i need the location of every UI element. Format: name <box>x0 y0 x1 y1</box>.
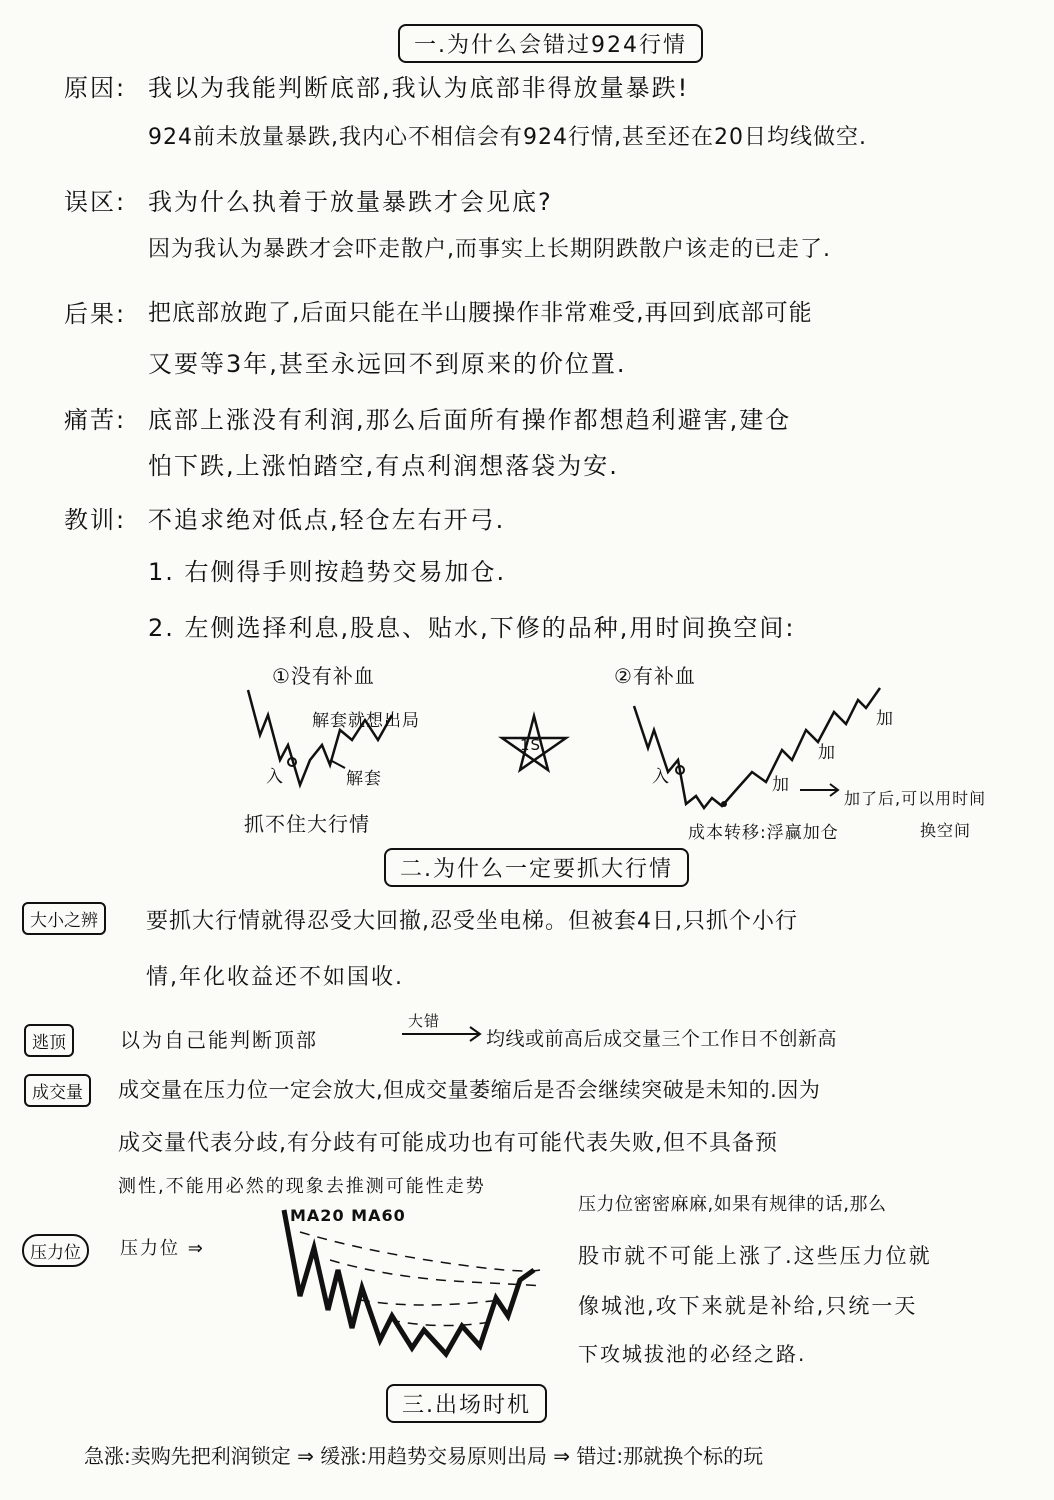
volume-line2: 成交量代表分歧,有分歧有可能成功也有可能代表失败,但不具备预 <box>118 1131 778 1156</box>
pain-line2: 怕下跌,上涨怕踏空,有点利润想落袋为安. <box>148 452 619 480</box>
size-line1: 要抓大行情就得忍受大回撤,忍受坐电梯。但被套4日,只抓个小行 <box>146 909 798 934</box>
reason-line1: 我以为我能判断底部,我认为底部非得放量暴跌! <box>148 74 690 102</box>
tag-volume: 成交量 <box>24 1074 91 1107</box>
pressure-label: 压力位 ⇒ <box>120 1238 205 1259</box>
section1-title: 一.为什么会错过924行情 <box>398 24 703 63</box>
left-diagram-title: ①没有补血 <box>272 664 375 688</box>
pressure-line2: 股市就不可能上涨了.这些压力位就 <box>578 1244 932 1268</box>
right-caption: 成本转移:浮赢加仓 <box>688 823 839 843</box>
ma-label: MA20 MA60 <box>290 1206 406 1225</box>
consequence-line1: 把底部放跑了,后面只能在半山腰操作非常难受,再回到底部可能 <box>148 300 813 326</box>
pain-label: 痛苦: <box>64 406 127 434</box>
pressure-line1: 压力位密密麻麻,如果有规律的话,那么 <box>578 1194 887 1215</box>
volume-line1: 成交量在压力位一定会放大,但成交量萎缩后是否会继续突破是未知的.因为 <box>118 1078 821 1102</box>
consequence-line2: 又要等3年,甚至永远回不到原来的价位置. <box>148 350 627 378</box>
size-line2: 情,年化收益还不如国收. <box>146 965 404 990</box>
lesson-line1: 不追求绝对低点,轻仓左右开弓. <box>148 506 506 534</box>
left-caption: 抓不住大行情 <box>244 812 370 836</box>
left-entry-label: 入 <box>266 767 284 787</box>
right-diagram-title: ②有补血 <box>614 664 696 688</box>
right-add-label-1: 加 <box>772 775 790 795</box>
consequence-label: 后果: <box>64 300 127 328</box>
mistake-line2: 因为我认为暴跌才会吓走散户,而事实上长期阴跌散户该走的已走了. <box>148 237 831 262</box>
right-entry-label: 入 <box>652 767 670 787</box>
section2-title: 二.为什么一定要抓大行情 <box>384 848 689 887</box>
top-arrow-label: 大错 <box>408 1012 441 1030</box>
star-text: 1S <box>520 736 542 754</box>
lesson-item2: 2. 左侧选择利息,股息、贴水,下修的品种,用时间换空间: <box>148 614 796 642</box>
tag-pressure: 压力位 <box>22 1234 89 1267</box>
lesson-item1: 1. 右侧得手则按趋势交易加仓. <box>148 558 507 586</box>
tag-size: 大小之辨 <box>22 902 106 935</box>
reason-label: 原因: <box>64 74 127 102</box>
right-note-line2: 换空间 <box>920 821 972 840</box>
right-add-label-2: 加 <box>818 743 836 763</box>
mistake-line1: 我为什么执着于放量暴跌才会见底? <box>148 188 553 216</box>
left-annot-unlock: 解套 <box>346 769 382 789</box>
lesson-label: 教训: <box>64 506 127 534</box>
left-annot-unlock-exit: 解套就想出局 <box>312 711 420 731</box>
pressure-line3: 像城池,攻下来就是补给,只统一天 <box>578 1294 918 1318</box>
top-line-after: 均线或前高后成交量三个工作日不创新高 <box>486 1028 838 1050</box>
mistake-label: 误区: <box>64 188 127 216</box>
pain-line1: 底部上涨没有利润,那么后面所有操作都想趋利避害,建仓 <box>148 406 792 434</box>
section3-title: 三.出场时机 <box>386 1384 547 1423</box>
top-line: 以为自己能判断顶部 <box>120 1028 318 1052</box>
pressure-line4: 下攻城拔池的必经之路. <box>578 1342 807 1366</box>
reason-line2: 924前未放量暴跌,我内心不相信会有924行情,甚至还在20日均线做空. <box>148 125 867 150</box>
tag-top: 逃顶 <box>24 1024 74 1057</box>
section3-line: 急涨:卖购先把利润锁定 ⇒ 缓涨:用趋势交易原则出局 ⇒ 错过:那就换个标的玩 <box>84 1444 764 1468</box>
volume-line3: 测性,不能用必然的现象去推测可能性走势 <box>118 1176 486 1197</box>
right-note-line1: 加了后,可以用时间 <box>844 789 987 808</box>
right-add-label-3: 加 <box>876 709 894 729</box>
